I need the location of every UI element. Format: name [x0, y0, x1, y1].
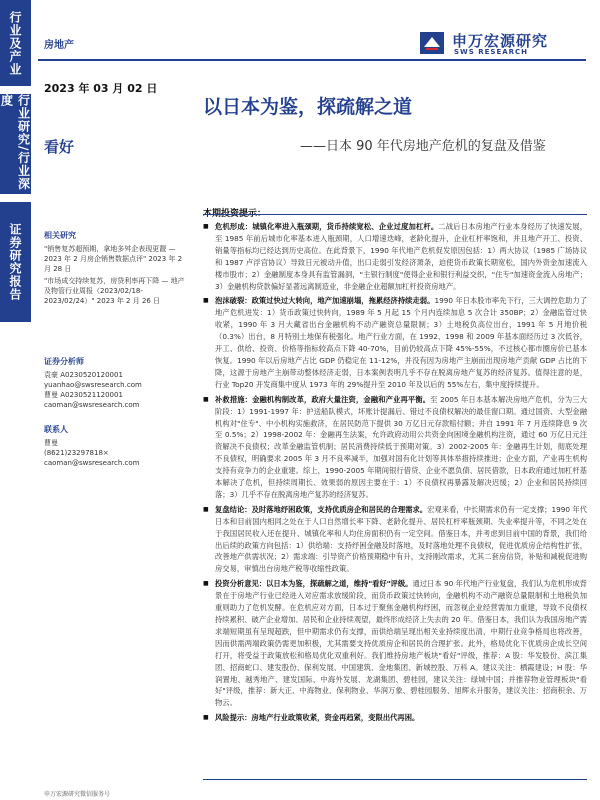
summary-heading: 本期投资提示： — [203, 209, 267, 219]
bullet-heading: 补救措施：金融机构制改革，政府大量注资，金融和产业再平衡。 — [215, 394, 431, 404]
analyst-email[interactable]: caoman@swsresearch.com — [44, 401, 140, 410]
summary-bullet — [203, 504, 587, 575]
contact-block — [44, 424, 190, 468]
contact-email[interactable]: caoman@swsresearch.com — [44, 458, 140, 467]
logo — [420, 30, 590, 58]
industry-label: 房地产 — [44, 40, 74, 51]
bullet-text: 至 2005 年日本基本解决房地产危机，分为三大阶段：1）1991-1997 年：护送船队模式，坏账计提漏后、错过不良债权解决的最佳窗口期。通过国资、大型金融机构对"住专"、中小机构实施救济，在居民防范下提供 30 万亿日元存款赔付额；并自 1991 年 7 月连续降息 9 次至 0.5%；2）1998-2002 年：金融再生法案，允许政府动用公共资金向困境金融机构注资，通过 60 万亿日元注资解决不良债权；改革金融监管机制；居民消费持续低于预期对策。3）2002-2005 年：金融再生计划，彻底处理不良债权，明确要求 2005 年 3 月不良率减半，加强对国有化计划等具体举措持续推进；企业方面，产业再生机构支持有竞争力的企业重建。综上，1990-2005 年期间银行借贷、企业不愿负债、居民借款，日本政府通过加杠杆基本解决了危机，但持续周期长、效果弱的原因主要在于：1）不良债权再暴露及解决迟缓；2）企业和居民持续回落；3）几乎不存在脱离房地产复苏的经济复苏。 — [215, 394, 587, 499]
sidebar-tag-report-type — [0, 94, 31, 194]
summary-bullet — [203, 712, 587, 724]
report-title: 以日本为鉴，探疏解之道 — [203, 96, 413, 118]
header-divider — [38, 59, 586, 61]
related-research-item[interactable]: "销售复苏超预期，拿地多舛企表现更靓 — 2023 年 2 月房企销售数据点评" 2023 年 2 月 28 日 — [44, 244, 183, 273]
rating-badge: 看好 — [44, 138, 75, 156]
footer-wechat: 申万宏源研究微信服务号 — [44, 791, 111, 798]
bullet-heading: 危机形成：城镇化率进入瓶颈期，货币持续宽松、企业过度加杠杆。 — [215, 222, 439, 231]
analysts-block — [44, 356, 190, 410]
report-date: 2023 年 03 月 02 日 — [44, 82, 158, 95]
summary-bullet — [203, 221, 587, 292]
logo-text-en: SWS RESEARCH — [454, 48, 529, 56]
analyst-line: 袁豪 A0230520120001 — [44, 370, 123, 379]
analyst-line: 曹曼 A0230521120001 — [44, 390, 123, 399]
bullet-heading: 投资分析意见：以日本为鉴，探疏解之道，维持"看好"评级。 — [215, 579, 413, 589]
summary-bullet — [203, 295, 587, 390]
analysts-heading: 证券分析师 — [44, 357, 84, 366]
sidebar-tag-label: 证券研究报告 — [8, 223, 22, 301]
analyst-email[interactable]: yuanhao@swsresearch.com — [44, 380, 142, 389]
sidebar-tag-label: 行业研究/行业深度 — [0, 94, 31, 191]
related-research — [44, 230, 190, 306]
summary-bullet — [203, 394, 587, 501]
logo-mark-icon — [420, 32, 444, 54]
sidebar-tag-securities — [0, 202, 31, 322]
bullet-heading: 风险提示：房地产行业政策收紧，资金再趋紧，变限出代再困。 — [215, 713, 420, 723]
sidebar-tag-industry — [0, 0, 31, 86]
summary-bullet — [203, 578, 587, 709]
report-subtitle: ——日本 90 年代房地产危机的复盘及借鉴 — [300, 139, 546, 154]
related-research-heading: 相关研究 — [44, 231, 76, 240]
contact-heading: 联系人 — [44, 425, 68, 434]
summary-body — [203, 214, 587, 780]
bullet-text: 宏观来看，中长期需求仍有一定支撑；1990 年代日本和目前国内相同之处在于人口自然增长率下降、老龄化提升、居民杠杆率瓶颈期、失业率提升等，不同之处在于我国居民收入还在提升、城镇化率和人均住房面积仍有一定空间。借鉴日本，并考虑到目前中国的背景，我们给出后续的政策方向包括：1）供给端：支持纾困金融及时落地，及时落地处理不良债权，促进优质房企结构性扩张，改善地产供需状况；2）需求端：引导资产价格预期稳中有升，支持刚改需求，尤其二套房信贷，补贴和减税促进购房交易，审慎出台房地产税等收缩性政策。 — [215, 504, 587, 574]
bullet-heading: 复盘结论：及时落地纾困政策，支持优质房企和居民的合理需求。 — [215, 504, 428, 514]
bullet-text: 1990 年日本股市率先下行，三大调控危助力了地产危机进发：1）货币政策过快转向，1989 年 5 月起 15 个月内连续加息 5 次合计 350BP；2）金融监管过快收紧，1990 年 3 月大藏省出台金融机构不动产融资总量限制；3）土地税负高位出台，1991 年 5 月地价税（0.3%）出台，8 月特别土地保有税强化。地产行业方面，在 1992、1998 和 2009 年基本面经历过 3 次低谷，开工、供给、投资、价格等指标较高点下降 40-70%，目前仍较高点下降 45%-55%，不过核心都市圈房价已基本恢复。1990 年以后房地产占比 GDP 仍稳定在 11-12%，并没有因为房地产主崩而出现房地产贡献 GDP 占比的下降，这源于房地产主崩带动整体经济走弱，日本案例表明几乎不存在脱离房地产复苏的经济复苏。值得注意的是，行业 Top20 开发商集中度从 1973 年的 29%提升至 2010 年及以后的 55%左右，集中度持续提升。 — [215, 296, 587, 389]
sidebar-tag-label: 行业及产业 — [8, 10, 22, 76]
related-research-item[interactable]: "市场成交持续复苏，房贷利率再下降 — 地产及物管行业周报（2023/02/18-2023/02/24）" 2023 年 2 月 26 日 — [44, 277, 185, 306]
logo-text-cn: 申万宏源研究 — [452, 32, 549, 50]
bullet-heading: 泡沫破裂：政策过快过大转向，地产加速崩塌，拖累经济持续走弱。 — [215, 296, 435, 306]
bullet-text: 二战后日本房地产行业本身经历了快速发展，至 1985 年前后城市化率基本进入瓶颈期，人口增速迭峰，老龄化提升，企业杠杆率饱和，并且地产开工、投资、销量等指标均已经达到历史高位。在此背景下，1990 年代地产危机促发原因包括：1）两大协议（1985 广场协议和 1987 卢浮宫协议）导致日元被动升值，出口走弱引发经济萧条，迫使货币政策长期宽松，国内外资金加速流入楼市股市；2）金融制度本身具有监管漏洞，"主银行制度"使得企业和银行利益交织，"住专"加速资金流入房地产；3）金融机构贷款偏好显著远离制造业，非金融企业超额加杠杆投资房地产。 — [215, 222, 587, 291]
contact-phone: (8621)23297818× — [44, 448, 109, 457]
bullet-text: 通过日本 90 年代地产行业复盘，我们认为危机形成背景在于房地产行业已经进入对应需求放缓阶段，而货币政策过快转向，金融机构不动产融资总量限制和土地税负加重则助力了危机发酵。在危机应对方面，日本过于聚焦金融机构纾困，而忽视企业经营需加力重建，导致不良债权持续累积、破产企业增加、居民和企业持续观望，最终形成经济上失去的 20 年。借鉴日本，我们认为我国房地产需求端短期虽有呈现超跌，但中期需求仍有支撑，而供给端呈现出相关业持续度出清，中期行业竞争格局也将改善，因而供需两端政策仍需更加积极，尤其需要支持优质房企和居民的合理扩张。此外，格局优化下优质房企成长空间打开，将受益于政策放松和格局优化双重利好。我们维持房地产板块"看好"评级，推荐：A 股：华发股份、滨江集团、招商蛇口、建发股份、保利发展、中国建筑、金地集团、新城控股、万科 A。建议关注：栖霞建设；H 股：华润置地、越秀地产、建发国际、中海外发展、龙湖集团、碧桂园，建议关注：绿城中国；并推荐物业管理板块"看好"评级，推荐：新大正、中海物业、保利物业、华润万象、碧桂园服务、旭辉永升服务，建议关注：招商积余、万物云。 — [215, 579, 587, 708]
contact-name: 曹曼 — [44, 438, 58, 447]
